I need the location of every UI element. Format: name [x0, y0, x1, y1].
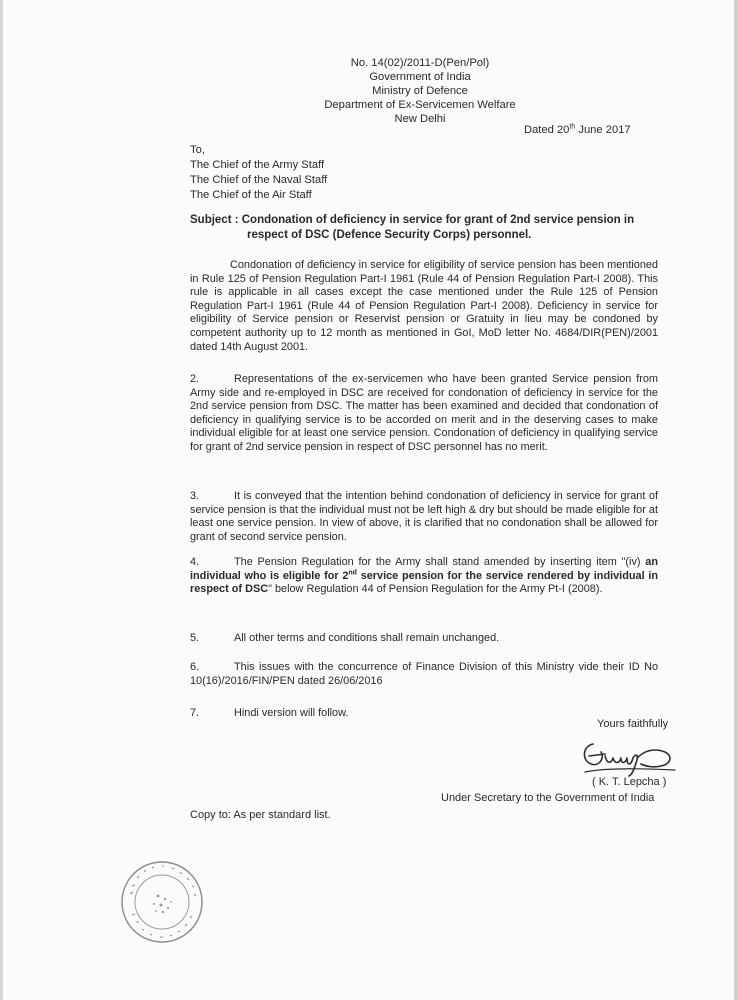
paragraph-7-text: Hindi version will follow. [234, 707, 349, 719]
signatory-name: ( K. T. Lepcha ) [592, 776, 667, 788]
paragraph-4-text-b: an individual who is eligible for 2 [190, 556, 658, 582]
paragraph-1-text: Condonation of deficiency in service for eligibility of service pension has been mentioned in Rule 125 of Pension Regulation Part-I 1961 (Rule 44 of Pension Regulation Part-I 2008). This rule is applicable in all cases except the case mentioned under the Rule 125 of Pension Regulation Part-I 1961 (Rule 44 of Pension Regulation Part-I 2008). Deficiency in service for eligibility of Service pension or Reservist pension or Gratuity in lieu may be condoned by competent authority up to 12 month as mentioned in GoI, MoD letter No. 4684/DIR(PEN)/2001 dated 14th August 2001. [190, 259, 658, 353]
paragraph-3 [190, 490, 658, 544]
letterhead [300, 56, 540, 126]
government-name: Government of India [369, 71, 471, 83]
date-line [524, 124, 631, 136]
addressee-army: The Chief of the Army Staff [190, 159, 325, 171]
paragraph-4-text-d: " below Regulation 44 of Pension Regulation for the Army Pt-I (2008). [268, 583, 603, 596]
addressee-navy: The Chief of the Naval Staff [190, 174, 328, 186]
scan-edge-right [734, 0, 738, 1000]
signatory-designation: Under Secretary to the Government of India [441, 792, 655, 804]
paragraph-5-text: All other terms and conditions shall remain unchanged. [234, 632, 500, 644]
file-number: No. 14(02)/2011-D(Pen/Pol) [350, 57, 490, 69]
paragraph-6-number: 6. [190, 661, 200, 673]
closing-salutation: Yours faithfully [597, 718, 669, 730]
paragraph-3-text: It is conveyed that the intention behind condonation of deficiency in service for grant of service pension is that the individual must not be left high & dry but should be made eligible for at least one service pension. In view of above, it is clarified that no condonation shall be allowed for grant of second service pension. [190, 490, 658, 543]
paragraph-2 [190, 373, 658, 455]
paragraph-7 [190, 707, 658, 721]
paragraph-6 [190, 661, 658, 688]
paragraph-7-number: 7. [190, 707, 200, 719]
paragraph-2-number: 2. [190, 373, 200, 385]
paragraph-4 [190, 556, 658, 597]
paragraph-6-text: This issues with the concurrence of Finance Division of this Ministry vide their ID No 10(16)/2016/FIN/PEN dated 26/06/2016 [190, 661, 658, 687]
ministry-name: Ministry of Defence [372, 85, 468, 97]
subject-line [190, 213, 660, 243]
subject-line-1: Subject : Condonation of deficiency in service for grant of 2nd service pension in [190, 214, 635, 226]
paragraph-4-text-c: service pension for the service rendered by individual in respect of DSC [190, 569, 658, 596]
handwritten-signature [575, 730, 685, 778]
official-seal-stamp [118, 858, 206, 946]
to-label: To, [190, 144, 205, 156]
addressee-block [190, 143, 327, 203]
date-rest: June 2017 [575, 124, 631, 136]
paragraph-5 [190, 632, 658, 646]
subject-line-2: respect of DSC (Defence Security Corps) personnel. [247, 229, 532, 241]
addressee-air: The Chief of the Air Staff [190, 189, 312, 201]
city-name: New Delhi [394, 113, 446, 125]
paragraph-5-number: 5. [190, 632, 200, 644]
scan-edge-left [0, 0, 3, 1000]
paragraph-4-ordinal: nd [348, 568, 357, 576]
paragraph-4-number: 4. [190, 556, 200, 568]
date-ordinal: th [569, 123, 576, 131]
paragraph-4-text-a: The Pension Regulation for the Army shall stand amended by inserting item "(iv) [234, 556, 646, 568]
department-name: Department of Ex-Servicemen Welfare [324, 99, 516, 111]
copy-to-line: Copy to: As per standard list. [190, 809, 331, 821]
date-prefix: Dated 20 [524, 124, 570, 136]
paragraph-1 [190, 259, 658, 354]
paragraph-2-text: Representations of the ex-servicemen who have been granted Service pension from Army side and re-employed in DSC are received for condonation of deficiency in service for the 2nd service pension from DSC. The matter has been examined and decided that condonation of deficiency in qualifying service is to be accorded on merit and in the deserving cases to make individual eligible for at least one service pension. Condonation of deficiency in qualifying service for grant of 2nd service pension in respect of DSC personnel has no merit. [190, 373, 658, 453]
paragraph-3-number: 3. [190, 490, 200, 502]
